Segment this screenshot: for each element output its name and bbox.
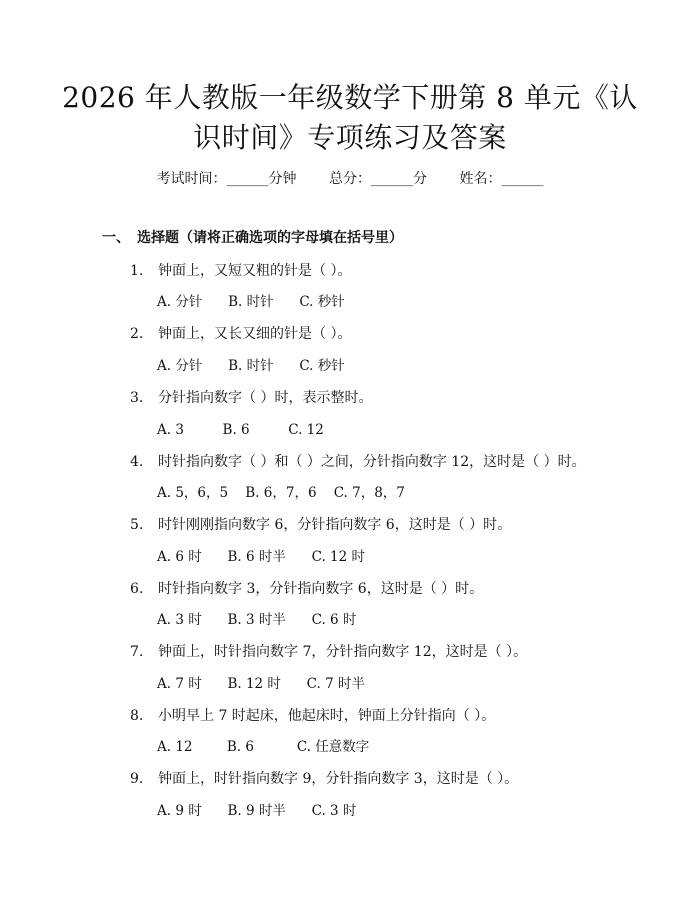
total-score-field: 总分：______分: [329, 171, 427, 187]
question-number: 3.: [130, 390, 144, 406]
question: [130, 642, 527, 662]
title-line-1: 2026 年人教版一年级数学下册第 8 单元《认: [62, 81, 638, 114]
question-number: 7.: [130, 644, 144, 660]
question-number: 4.: [130, 454, 144, 470]
question-number: 5.: [130, 517, 144, 533]
exam-meta: [0, 169, 700, 189]
question: [130, 261, 351, 281]
question-text: 时针指向数字（ ）和（ ）之间，分针指向数字 12，这时是（ ）时。: [158, 454, 586, 470]
question-number: 8.: [130, 708, 144, 724]
question-options: A. 9 时 B. 9 时半 C. 3 时: [157, 803, 357, 819]
question-text: 钟面上，又短又粗的针是（ ）。: [158, 263, 352, 279]
title-line-2: 识时间》专项练习及答案: [193, 121, 507, 154]
question: [130, 579, 483, 599]
question-options: A. 分针 B. 时针 C. 秒针: [157, 294, 345, 310]
question: [130, 706, 495, 726]
question-number: 1.: [130, 263, 144, 279]
question-options: A. 5，6，5 B. 6，7，6 C. 7，8，7: [157, 485, 405, 501]
section-number: 一、: [102, 230, 130, 246]
question-text: 分针指向数字（ ）时，表示整时。: [158, 390, 373, 406]
question-options: A. 12 B. 6 C. 任意数字: [157, 739, 370, 755]
question: [130, 388, 372, 408]
question-number: 6.: [130, 581, 144, 597]
exam-time-field: 考试时间：______分钟: [156, 171, 297, 187]
question-options: A. 6 时 B. 6 时半 C. 12 时: [157, 549, 365, 565]
question-number: 9.: [130, 771, 144, 787]
question-text: 钟面上，时针指向数字 9，分针指向数字 3，这时是（ ）。: [158, 771, 519, 787]
section-title: 选择题（请将正确选项的字母填在括号里）: [137, 230, 403, 246]
section-heading: [102, 228, 403, 248]
question: [130, 452, 586, 472]
question-options: A. 分针 B. 时针 C. 秒针: [157, 358, 345, 374]
question-options: A. 3 时 B. 3 时半 C. 6 时: [157, 612, 357, 628]
question: [130, 515, 511, 535]
question-text: 时针刚刚指向数字 6，分针指向数字 6，这时是（ ）时。: [158, 517, 512, 533]
question-text: 小明早上 7 时起床，他起床时，钟面上分针指向（ ）。: [158, 708, 496, 724]
student-name-field: 姓名：______: [459, 171, 544, 187]
question-text: 钟面上，时针指向数字 7，分针指向数字 12，这时是（ ）。: [158, 644, 528, 660]
question-options: A. 3 B. 6 C. 12: [157, 422, 324, 438]
question-number: 2.: [130, 326, 144, 342]
question: [130, 324, 351, 344]
page-title: [60, 78, 640, 158]
question: [130, 769, 518, 789]
question-text: 钟面上，又长又细的针是（ ）。: [158, 326, 352, 342]
question-options: A. 7 时 B. 12 时 C. 7 时半: [157, 676, 365, 692]
question-text: 时针指向数字 3，分针指向数字 6，这时是（ ）时。: [158, 581, 484, 597]
